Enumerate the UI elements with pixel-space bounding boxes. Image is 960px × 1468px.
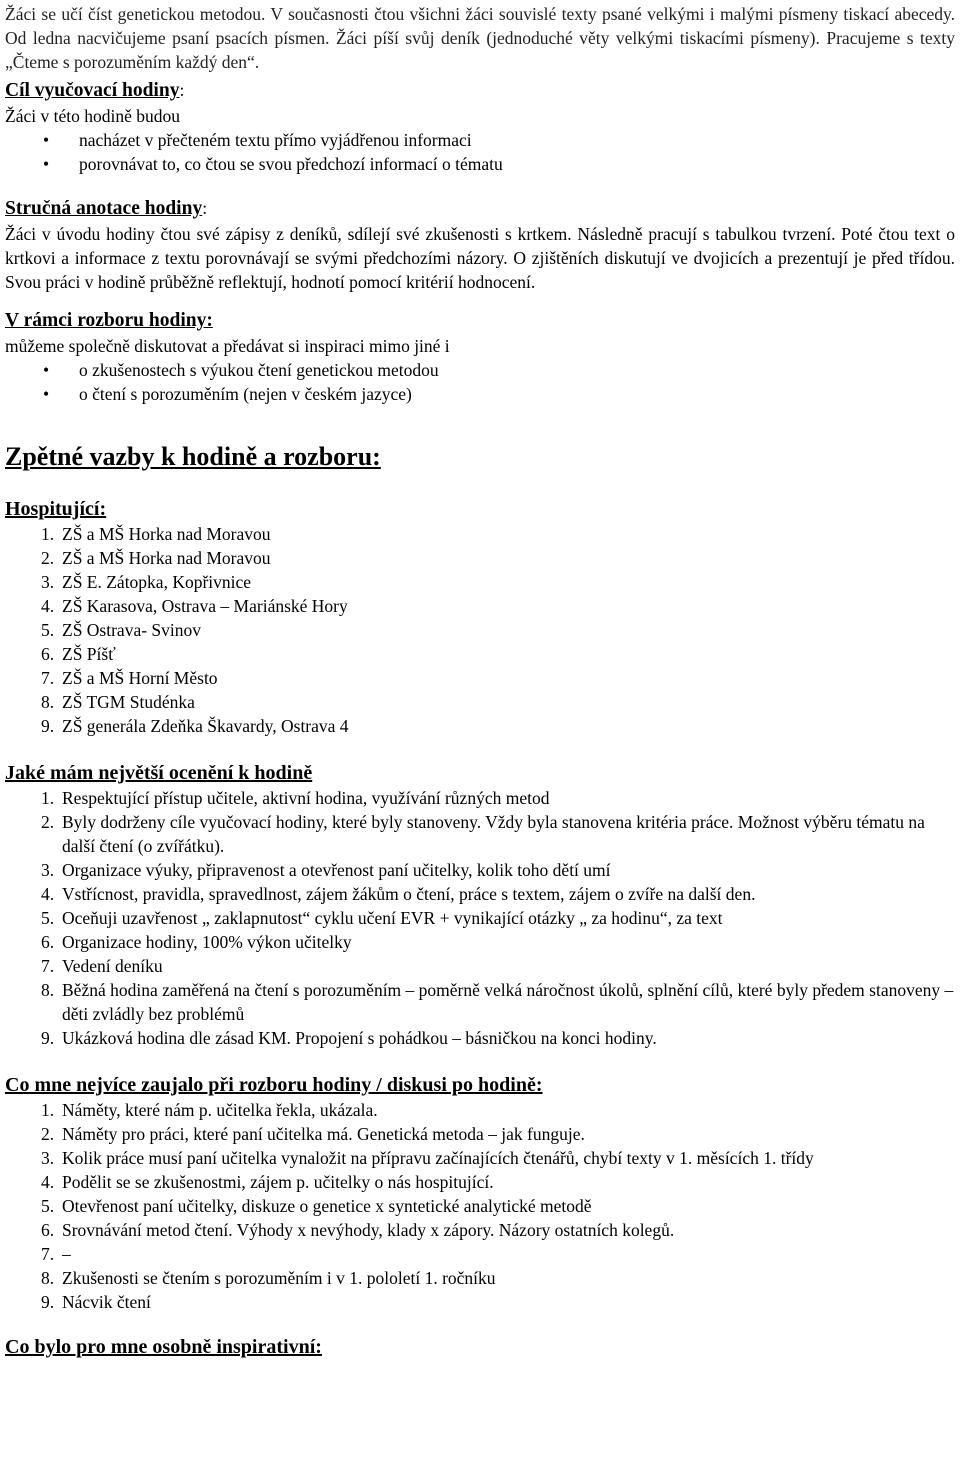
item-number: 1. (41, 524, 55, 544)
list-item (5, 882, 955, 906)
list-item (5, 690, 955, 714)
item-text: ZŠ generála Zdeňka Škavardy, Ostrava 4 (62, 716, 349, 736)
item-number: 4. (41, 884, 55, 904)
item-text: ZŠ a MŠ Horní Město (62, 668, 218, 688)
item-text: Organizace hodiny, 100% výkon učitelky (62, 932, 352, 952)
interest-section (5, 1072, 955, 1314)
item-number: 4. (41, 596, 55, 616)
intro-paragraph: Žáci se učí číst genetickou metodou. V současnosti čtou všichni žáci souvislé texty psané velkými i malými písmeny tiskací abecedy. Od ledna nacvičujeme psaní psacích písmen. Žáci píší svůj deník (jednoduché věty velkými tiskacími písmeny). Pracujeme s texty „Čteme s porozuměním každý den“. (5, 4, 955, 72)
item-text: Náměty, které nám p. učitelka řekla, ukázala. (62, 1100, 378, 1120)
list-item (5, 810, 955, 858)
item-number: 9. (41, 1292, 55, 1312)
goal-heading: Cíl vyučovací hodiny (5, 80, 180, 101)
item-text: ZŠ a MŠ Horka nad Moravou (62, 524, 271, 544)
list-item (5, 1098, 955, 1122)
list-item (5, 1122, 955, 1146)
item-text: Nácvik čtení (62, 1292, 151, 1312)
item-number: 2. (41, 1124, 55, 1144)
item-number: 6. (41, 1220, 55, 1240)
item-number: 4. (41, 1172, 55, 1192)
observers-list (5, 522, 955, 738)
item-text: Vstřícnost, pravidla, spravedlnost, zájem žákům o čtení, práce s textem, zájem o zvíře na další den. (62, 884, 756, 904)
bullet-icon: • (43, 384, 50, 404)
item-text: Byly dodrženy cíle vyučovací hodiny, které byly stanoveny. Vždy byla stanovena kritéria práce. Možnost výběru tématu na další čtení (o zvířátku). (62, 812, 925, 856)
list-item (5, 1170, 955, 1194)
analysis-lead: můžeme společně diskutovat a předávat si inspiraci mimo jiné i (5, 336, 450, 356)
inspiration-section (5, 1334, 955, 1360)
item-number: 8. (41, 1268, 55, 1288)
item-number: 3. (41, 860, 55, 880)
item-text: ZŠ a MŠ Horka nad Moravou (62, 548, 271, 568)
item-number: 7. (41, 956, 55, 976)
item-text: ZŠ Ostrava- Svinov (62, 620, 202, 640)
item-number: 8. (41, 692, 55, 712)
list-item (5, 1242, 955, 1266)
item-number: 1. (41, 1100, 55, 1120)
analysis-section (5, 308, 955, 406)
annotation-heading: Stručná anotace hodiny (5, 198, 203, 219)
list-item (5, 954, 955, 978)
item-text: Zkušenosti se čtením s porozuměním i v 1. pololetí 1. ročníku (62, 1268, 496, 1288)
interest-list (5, 1098, 955, 1314)
item-text: Náměty pro práci, které paní učitelka má. Genetická metoda – jak funguje. (62, 1124, 585, 1144)
list-item: • nacházet v přečteném textu přímo vyjádřenou informaci (43, 130, 472, 150)
item-text: Ukázková hodina dle zásad KM. Propojení s pohádkou – básničkou na konci hodiny. (62, 1028, 657, 1048)
item-text: Respektující přístup učitele, aktivní hodina, využívání různých metod (62, 788, 550, 808)
list-item (5, 858, 955, 882)
bullet-icon: • (43, 154, 50, 174)
item-number: 3. (41, 572, 55, 592)
item-number: 7. (41, 668, 55, 688)
appreciation-section (5, 760, 955, 1050)
item-number: 9. (41, 1028, 55, 1048)
item-number: 2. (41, 548, 55, 568)
list-item: • o čtení s porozuměním (nejen v českém jazyce) (43, 384, 412, 404)
item-number: 5. (41, 620, 55, 640)
inspiration-heading: Co bylo pro mne osobně inspirativní: (5, 1336, 322, 1358)
item-text: ZŠ Karasova, Ostrava – Mariánské Hory (62, 596, 348, 616)
item-number: 9. (41, 716, 55, 736)
list-item (5, 666, 955, 690)
list-item (5, 1218, 955, 1242)
item-text: Srovnávání metod čtení. Výhody x nevýhody, klady x zápory. Názory ostatních kolegů. (62, 1220, 675, 1240)
interest-heading: Co mne nejvíce zaujalo při rozboru hodiny / diskusi po hodině: (5, 1074, 543, 1096)
observers-section (5, 496, 955, 738)
list-item: • porovnávat to, co čtou se svou předchozí informací o tématu (43, 154, 503, 174)
list-item (5, 786, 955, 810)
list-item (5, 714, 955, 738)
list-item (5, 618, 955, 642)
item-text: Kolik práce musí paní učitelka vynaložit na přípravu začínajících čtenářů, chybí texty v 1. měsících 1. třídy (62, 1148, 814, 1168)
item-number: 8. (41, 980, 55, 1000)
list-item (5, 546, 955, 570)
goal-section (5, 78, 955, 176)
list-item (5, 594, 955, 618)
list-item (5, 570, 955, 594)
item-text: Organizace výuky, připravenost a otevřenost paní učitelky, kolik toho dětí umí (62, 860, 611, 880)
item-number: 2. (41, 812, 55, 832)
item-text: ZŠ TGM Studénka (62, 692, 195, 712)
item-number: 1. (41, 788, 55, 808)
item-number: 5. (41, 908, 55, 928)
goal-lead: Žáci v této hodině budou (5, 106, 180, 126)
item-number: 6. (41, 644, 55, 664)
list-item (5, 906, 955, 930)
list-item (5, 1194, 955, 1218)
list-item (5, 1026, 955, 1050)
goal-heading-line: Cíl vyučovací hodiny: (5, 80, 185, 101)
item-text: Podělit se se zkušenostmi, zájem p. učitelky o nás hospitující. (62, 1172, 494, 1192)
feedback-heading: Zpětné vazby k hodině a rozboru: (5, 442, 381, 471)
bullet-icon: • (43, 130, 50, 150)
analysis-heading: V rámci rozboru hodiny: (5, 310, 213, 331)
bullet-icon: • (43, 360, 50, 380)
item-text: Oceňuji uzavřenost „ zaklapnutost“ cyklu učení EVR + vynikající otázky „ za hodinu“, za text (62, 908, 723, 928)
annotation-section (5, 196, 955, 294)
item-text: – (62, 1244, 71, 1264)
item-text: Vedení deníku (62, 956, 163, 976)
observers-heading: Hospitující: (5, 498, 107, 520)
appreciation-list (5, 786, 955, 1050)
list-item (5, 1290, 955, 1314)
goal-list (5, 128, 955, 176)
item-text: ZŠ E. Zátopka, Kopřivnice (62, 572, 252, 592)
annotation-text: Žáci v úvodu hodiny čtou své zápisy z deníků, sdílejí své zkušenosti s krtkem. Následně pracují s tabulkou tvrzení. Poté čtou text o krtkovi a informace z textu porovnávají se svými předchozími názory. O zjištěních diskutují ve dvojicích a prezentují je před třídou. Svou práci v hodině průběžně reflektují, hodnotí pomocí kritérií hodnocení. (5, 224, 955, 292)
list-item (5, 1266, 955, 1290)
list-item (5, 642, 955, 666)
analysis-list (5, 358, 955, 406)
item-number: 3. (41, 1148, 55, 1168)
item-text: Otevřenost paní učitelky, diskuze o genetice x syntetické analytické metodě (62, 1196, 592, 1216)
item-number: 6. (41, 932, 55, 952)
list-item (5, 522, 955, 546)
item-text: ZŠ Píšť (62, 644, 116, 664)
item-number: 5. (41, 1196, 55, 1216)
appreciation-heading: Jaké mám největší ocenění k hodině (5, 762, 313, 784)
annotation-heading-line: Stručná anotace hodiny: (5, 198, 208, 219)
item-number: 7. (41, 1244, 55, 1264)
item-text: Běžná hodina zaměřená na čtení s porozuměním – poměrně velká náročnost úkolů, splnění cílů, které byly předem stanoveny – děti zvládly bez problémů (62, 980, 954, 1024)
list-item (5, 930, 955, 954)
list-item (5, 978, 955, 1026)
list-item: • o zkušenostech s výukou čtení genetickou metodou (43, 360, 439, 380)
list-item (5, 1146, 955, 1170)
